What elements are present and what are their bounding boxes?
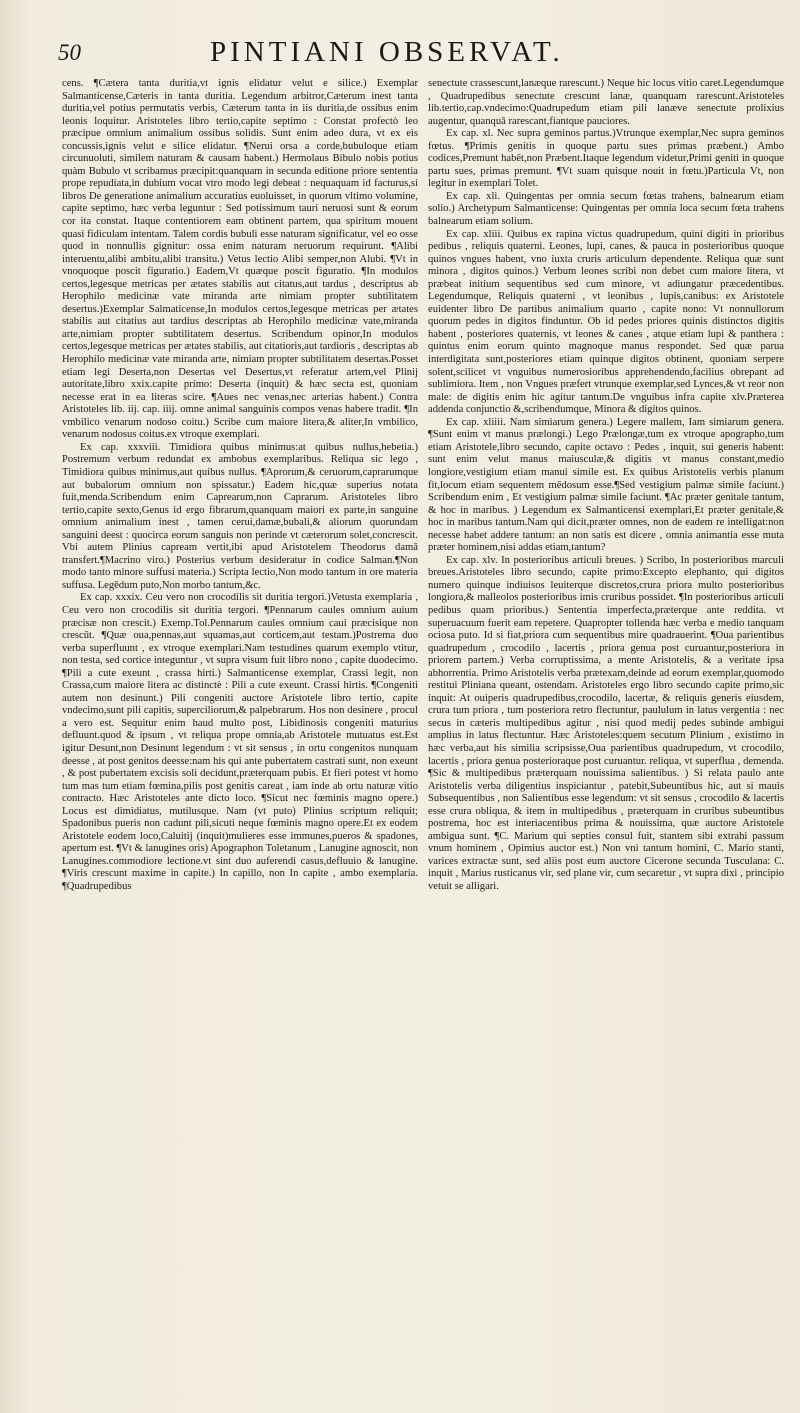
left-paragraph: cens. ¶Cætera tanta duritia,vt ignis elidatur velut e silice.) Exemplar Salmanticense,Cæteris in tanta duritia. Legendum arbitror,Cæterum inest tanta duritia,vel potius permutatis verbis, Cæterum tanta in iis duritia,de ossibus enim leonis loquitur. Aristoteles libro tertio,capite septimo : Constat profectò leo præcipue omnium animalium ossibus solidis. Sunt enim adeo dura, vt ex eis concussis,ignis velut e silice elidatur. ¶Nerui orsa a corde,bubuloque etiam circunuoluti, similem naturam & causam habent.) Hermolaus Bibulo nobis potius quàm Bubulo vt scribamus præcipit:quanquam in secunda editione priore sententia prope repudiata,in dubium vocat vtro modo legi debeat : nequaquam id facturus,si libros De generatione animalium accuratius euoluisset, in quorum vltimo volumine, capite septimo, hæc verba leguntur : Sed potissimum tauri neruosi sunt & eorum cor ita constat. Itaque contentiorem eam obtinent partem, qua spiritum mouent quasi fidiculam intentam. Talem cordis bubuli esse naturam significatur, vel eo osse quod in nonnullis gignitur: ossa enim naturam neruorum requirunt. ¶Alibi interuentu,alibi ambitu,alibi transitu.) Vetus lectio Alibi semper,non Alubi. ¶Vt in vnoquoque poscit figuratio.) Eadem,Vt quæque poscit figuratio. ¶In modulos certos,legesque metricas per ætates stabilis aut citatus,aut tardus , descriptus ab Herophilo medicinæ vate miranda arte nimiam propter subtilitatem desertus.)Exemplar Salmaticense,In modulos certos,legesque metricas per ætates stabilis aut citatius aut tardius descriptas ab Herophilo medicinæ vate,miranda arte,nimiam propter subtilitatem desertus. Scribendum opinor,In modulos certos,legesque metricas per ætates stabilis, aut citatioris,aut tardioris , descriptas ab Herophilo medicinæ vate miranda arte, nimiam propter subtilitatem desertas.Posset etiam legi Deserta,non Desertas vel Desertus,vt referatur artem,vel Plinij autoritate,libro xxix.capite primo: Deserta (inquit) & hæc secta est, quoniam necesse erat in ea literas scire. ¶Aues nec venas,nec arterias habent.) Contra Aristoteles lib. iij. cap. iiij. omne animal sanguinis compos venas habere tradit. ¶In vmbilico venarum nodoso coitu.) Scribe cum maiore litera,& aliter,In vmbilico, venarum nodosus coitus.ex vtroque exemplari. xyxy=(62,78,418,441)
right-paragraph: Ex cap. xl. Nec supra geminos partus.)Vtrunque exemplar,Nec supra geminos fœtus. ¶Primis genitis in quoque partu sues primas præbent.) Ambo codices,Premunt habēt,non Præbent.Itaque legendum videtur,Primi geniti in quoque partu sues, primas premunt. ¶Vt suam quisque nouit in fœtu.)Particula Vt, non legitur in exemplari Tolet. xyxy=(428,128,784,190)
right-paragraph: Ex cap. xliiii. Nam simiarum genera.) Legere mallem, Iam simiarum genera. ¶Sunt enim vt manus prælongi.) Lego Prælongæ,tum ex vtroque apographo,tum etiam Aristotele,libro secundo, capite octavo : Pedes , inquit, sui generis habent: sunt enim velut manus maiusculæ,& digitis vt manus constant,medio longiore,vestigium etiam manui simile est. Ex quibus Aristotelis verbis planum fit,locum etiam sequentem mēdosum esse.¶Sed vestigium palmæ simile faciunt.) Scribendum enim , Et vestigium palmæ simile faciunt. ¶Ac præter genitale tantum, & hoc in maribus. ) Legendum ex Salmanticensi exemplari,Et præter genitale,& hoc in maribus tantum.Nam qui dicit,præter omnes, non de eadem re intelligat:non necesse habet addere tantum: an non satis est dicere , omnia animantia esse muta præter hominem,nisi addas etiam,tantum? xyxy=(428,416,784,554)
right-paragraph: Ex cap. xliii. Quibus ex rapina victus quadrupedum, quini digiti in prioribus pedibus , reliquis quaterni. Leones, lupi, canes, & pauca in posterioribus quoque quinos vngues habent, vno iuxta cruris articulum dependente. Reliqua quæ sunt minora , digitos quinos.) Verbum leones scribi non debet cum maiore litera, vt præbeat initium sequentibus sed cum minore, vt adiungatur præcedentibus. Legendumque, Reliquis quaterni , vt leonibus , lupis,canibus: ex Aristotele euidenter libro De partibus animalium quarto , capite nono: Vt nonnullorum quorum pedes in digitos finduntur. Ob id pedes priores quinis distinctos digitis habent , posteriores quaternis, vt leones & canes , atque etiam lupi & panthera : quintus enim eorum quinto magnoque manus respondet. Sed quæ parua interdigitata sunt,posteriores etiam quinque digitos obtinent, quoniam serpere solent,scilicet vt vnguibus numerosioribus apprehendendo,facilius obrepant ad sublimiora. Item , non Vngues præfert vtrunque exemplar,sed Lynces,& vt reor non male: de digitis enim hic agitur tantum.De vnguibus infra capite xlv.Præterea addenda conjunctio &,scribendumque, Minora & digitos quinos. xyxy=(428,228,784,416)
page-number: 50 xyxy=(58,40,81,65)
left-paragraph: Ex cap. xxxix. Ceu vero non crocodilis sit duritia tergori.)Vetusta exemplaria , Ceu vero non crocodilis sit duritia tergori. ¶Pennarum caules omnium auium præcisæ non crescit.) Exemp.Tol.Pennarum caules omnium caui præcisique non crescūt. ¶Quæ oua,pennas,aut squamas,aut corticem,aut testam.)Postrema duo verba superfluunt , ex vtroque exemplari.Nam testudines quarum exemplo vtitur, non testa, sed cortice integuntur , vt supra visum fuit libro nono , capite duodecimo. ¶Pili a cute exeunt , crassa hirti.) Salmanticense exemplar, Crassi legit, non Crassa,cum maiore litera ac distinctè : Pili a cute exeunt. Crassi hirtis. ¶Congeniti autem non desinunt.) Pili congeniti auctore Aristotele libro tertio, capite vndecimo,sunt pili capitis, superciliorum,& palpebrarum. Hos non desinere , procul a vero est. Sequitur enim haud multo post, Libidinosis congeniti maturius defluunt.quod & ipsum , vt reliqua prope omnia,ab Aristotele mutuatus est.Est igitur Desunt,non Desinunt legendum : vt sit sensus , in ortu congenitos nunquam deesse , at post genitos deesse:nam his qui ante pubertatem castrati sunt, non exeunt , & post pubertatem excisis soli decidunt,præterquam pubis. Et fieri potest vt homo tum mas tum etiam fœmina,pilis post genitis careat , iam inde ab ortu naturæ vitio contracto. Hæc Aristoteles ante dicto loco. ¶Sicut nec fœminis magno opere.) Locus est dimidiatus, mutilusque. Nam (vt puto) Plinius scriptum reliquit; Spadonibus pueris non cadunt pili,sicuti neque fœminis magno opere.Et ex eodem Aristotele eodem loco,Caluitij (inquit)mulieres esse immunes,pueros & spadones, apertum est. ¶Vt & lanugines oris) Apographon Toletanum , Lanugine agnoscit, non Lanugines.commodiore lectione.vt sint duo auferendi casus,defluuio & lanugine. ¶Viris crescunt maxime in capite.) In capillo, non In capite , ambo exemplaria. ¶Quadrupedibus xyxy=(62,592,418,892)
right-paragraph: Ex cap. xlv. In posterioribus articuli breues. ) Scribo, In posterioribus marculi breues.Aristoteles libro secundo, capite primo:Excepto elephanto, qui digitos numero quinque indiuisos leuiterque discretos,crura priora multo posterioribus longiora,& malleolos posterioribus imis cruribus possidet. ¶In posterioribus articuli pedibus quam prioribus.) Sententia imperfecta,præterque ante reddita. vt superuacuum fuerit eam repetere. Quapropter tollenda hæc verba e medio tanquam ociosa puto. Id si fiat,priora cum sequentibus mire quadrauerint. ¶Oua parientibus quadrupedum , crocodilo , lacertis , priora genua post curuantur,posteriora in priorem partem.) Verba corruptissima, a mente Aristotelis, & a veritate ipsa abhorrentia. Primo Aristotelis verba prætexam,deinde ad eorum exemplar,quomodo restitui Pliniana queant, ostendam. Aristoteles ergo libro secundo capite primo,sic inquit: At ouiperis quadrupedibus,crocodilo, lacertæ, & reliquis generis eiusdem, crura tum priora , tum posteriora retro flectuntur, paululum in latus vergentia : nec secus in cæteris multipedibus agitur , nisi quod medij pedes subinde ambigui amplius in latus flectuntur. Hæc Aristoteles:quem secutum Plinium , existimo in hæc verba,aut his similia scripsisse,Oua parientibus quadrupedum, vt crocodilo, lacertis , priora genua posterioraque post curuantur. reliqua, vt superflua , demenda. ¶Sic & multipedibus præterquam nouissima salientibus. ) Si relata paulo ante Aristotelis verba diligentius inspiciantur , patebit,Subeuntibus hic, aut si mauis Subsequentibus , non Salientibus esse legendum: vt sit sensus , crocodilo & lacertis esse crura obliqua, & item in multipedibus , præterquam in cruribus subeuntibus postrema, hoc est interiacentibus prima & nouissima, quæ auctore Aristotele ambigua sunt. ¶C. Marium qui septies consul fuit, stantem sibi extrahi passum vnum hominem , Opimius auctor est.) Non vni tantum homini, C. Mario stanti, varices extractæ sunt, sed aliis post eum auctore Cicerone secunda Tusculana: C. inquit , Marius rusticanus vir, sed plane vir, cum secaretur , vt supra dixi , principio vetuit se alligari. xyxy=(428,554,784,892)
right-paragraph: senectute crassescunt,lanæque rarescunt.) Neque hic locus vitio caret.Legendumque , Quadrupedibus senectute crescunt lanæ, quanquam rarescunt.Aristoteles lib.tertio,cap.vndecimo:Quadrupedum etiam pili lanæve senectute prolixius augentur, quanquā rarescant,fiantque pauciores. xyxy=(428,78,784,127)
left-column xyxy=(62,78,418,1396)
left-paragraph: Ex cap. xxxviii. Timidiora quibus minimus:at quibus nullus,hebetia.) Postremum verbum redundat ex ambobus exemplaribus. Reliqua sic lego , Timidiora quibus minimus,aut quibus nullus. ¶Aprorum,& ceruorum,caprarumque aut bubalorum omnium non spissatur.) Eadem hic,quæ superius notata fuit,menda.Scribendum enim Caprearum,non Caprarum. Aristoteles libro tertio,capite sexto,Genus id ergo fibrarum,quanquam maiori ex parte,in sanguine omnium animalium inest , tamen cerui,damæ,bubali,& aliorum quorundam sanguini deest : quocirca eorum sanguis non perinde vt cæterorum solet,concrescit. Vbi autem Plinius capream vertit,ibi apud Aristotelem Theodorus damā transfert.¶Macrino viro.) Posterius verbum desideratur in codice Salman.¶Non modo tanto minore suffusi materia.) Scripta lectio,Non modo tantum in ore materia suffusa. Legēdum puto,Non morbo tantum,&c. xyxy=(62,441,418,591)
right-column xyxy=(428,78,784,1396)
right-paragraph: Ex cap. xli. Quingentas per omnia secum fœtas trahens, balnearum etiam solio.) Archetypum Salmanticense: Quingentas per omnia loca secum fœta trahens balnearum etiam solium. xyxy=(428,190,784,228)
page-header xyxy=(0,34,800,78)
running-head: PINTIANI OBSERVAT. xyxy=(210,36,564,68)
